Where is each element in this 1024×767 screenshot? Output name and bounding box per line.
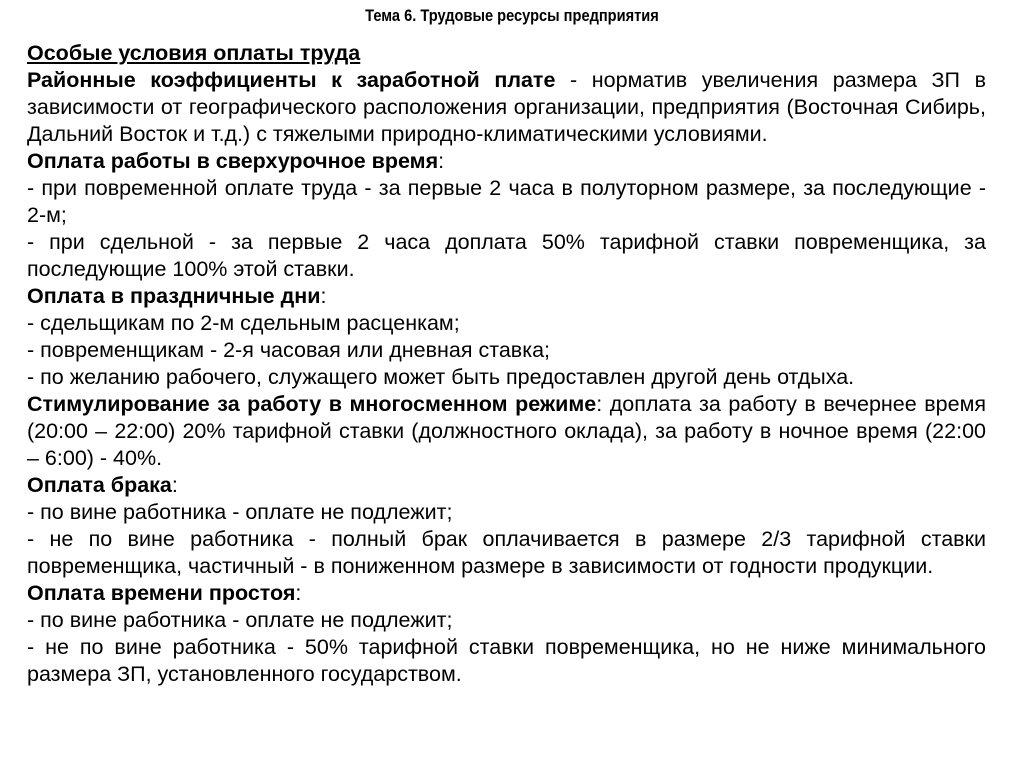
multishift-term: Стимулирование за работу в многосменном режиме <box>27 392 597 416</box>
holidays-colon: : <box>320 284 327 308</box>
defects-item: - не по вине работника - полный брак оплачивается в размере 2/3 тарифной ставки повременщика, частичный - в пониженном размере в зависимости от годности продукции. <box>27 527 986 578</box>
defects-heading <box>27 472 986 499</box>
defects-term: Оплата брака <box>27 473 172 497</box>
regional-text: - норматив увеличения размера ЗП в зависимости от географического расположения организации, предприятия (Восточная Сибирь, Дальний Восток и т.д.) с тяжелыми природно-климатическими условиями. <box>27 68 986 146</box>
holidays-item: - повременщикам - 2-я часовая или дневная ставка; <box>27 338 551 362</box>
section-title: Особые условия оплаты труда <box>27 41 361 65</box>
downtime-term: Оплата времени простоя <box>27 581 296 605</box>
slide-content <box>27 40 986 688</box>
multishift-text: : доплата за работу в вечернее время (20:00 – 22:00) 20% тарифной ставки (должностного оклада), за работу в ночное время (22:00 – 6:00) - 40%. <box>27 392 986 470</box>
regional-coefficients-paragraph <box>27 67 986 148</box>
downtime-item: - не по вине работника - 50% тарифной ставки повременщика, но не ниже минимального размера ЗП, установленного государством. <box>27 635 986 686</box>
overtime-colon: : <box>438 149 445 173</box>
downtime-item: - по вине работника - оплате не подлежит; <box>27 608 453 632</box>
overtime-item: - при сдельной - за первые 2 часа доплата 50% тарифной ставки повременщика, за последующие 100% этой ставки. <box>27 230 986 281</box>
holidays-item: - по желанию рабочего, служащего может быть предоставлен другой день отдыха. <box>27 365 855 389</box>
defects-item: - по вине работника - оплате не подлежит; <box>27 500 453 524</box>
holidays-heading <box>27 283 986 310</box>
holidays-item: - сдельщикам по 2-м сдельным расценкам; <box>27 311 460 335</box>
slide-title: Тема 6. Трудовые ресурсы предприятия <box>365 6 659 25</box>
downtime-heading <box>27 580 986 607</box>
downtime-colon: : <box>295 581 302 605</box>
multishift-paragraph <box>27 391 986 472</box>
holidays-term: Оплата в праздничные дни <box>27 284 321 308</box>
overtime-item: - при повременной оплате труда - за первые 2 часа в полуторном размере, за последующие - 2-м; <box>27 176 986 227</box>
overtime-heading <box>27 148 986 175</box>
regional-term: Районные коэффициенты к заработной плате <box>27 68 556 92</box>
overtime-term: Оплата работы в сверхурочное время <box>27 149 439 173</box>
defects-colon: : <box>171 473 178 497</box>
